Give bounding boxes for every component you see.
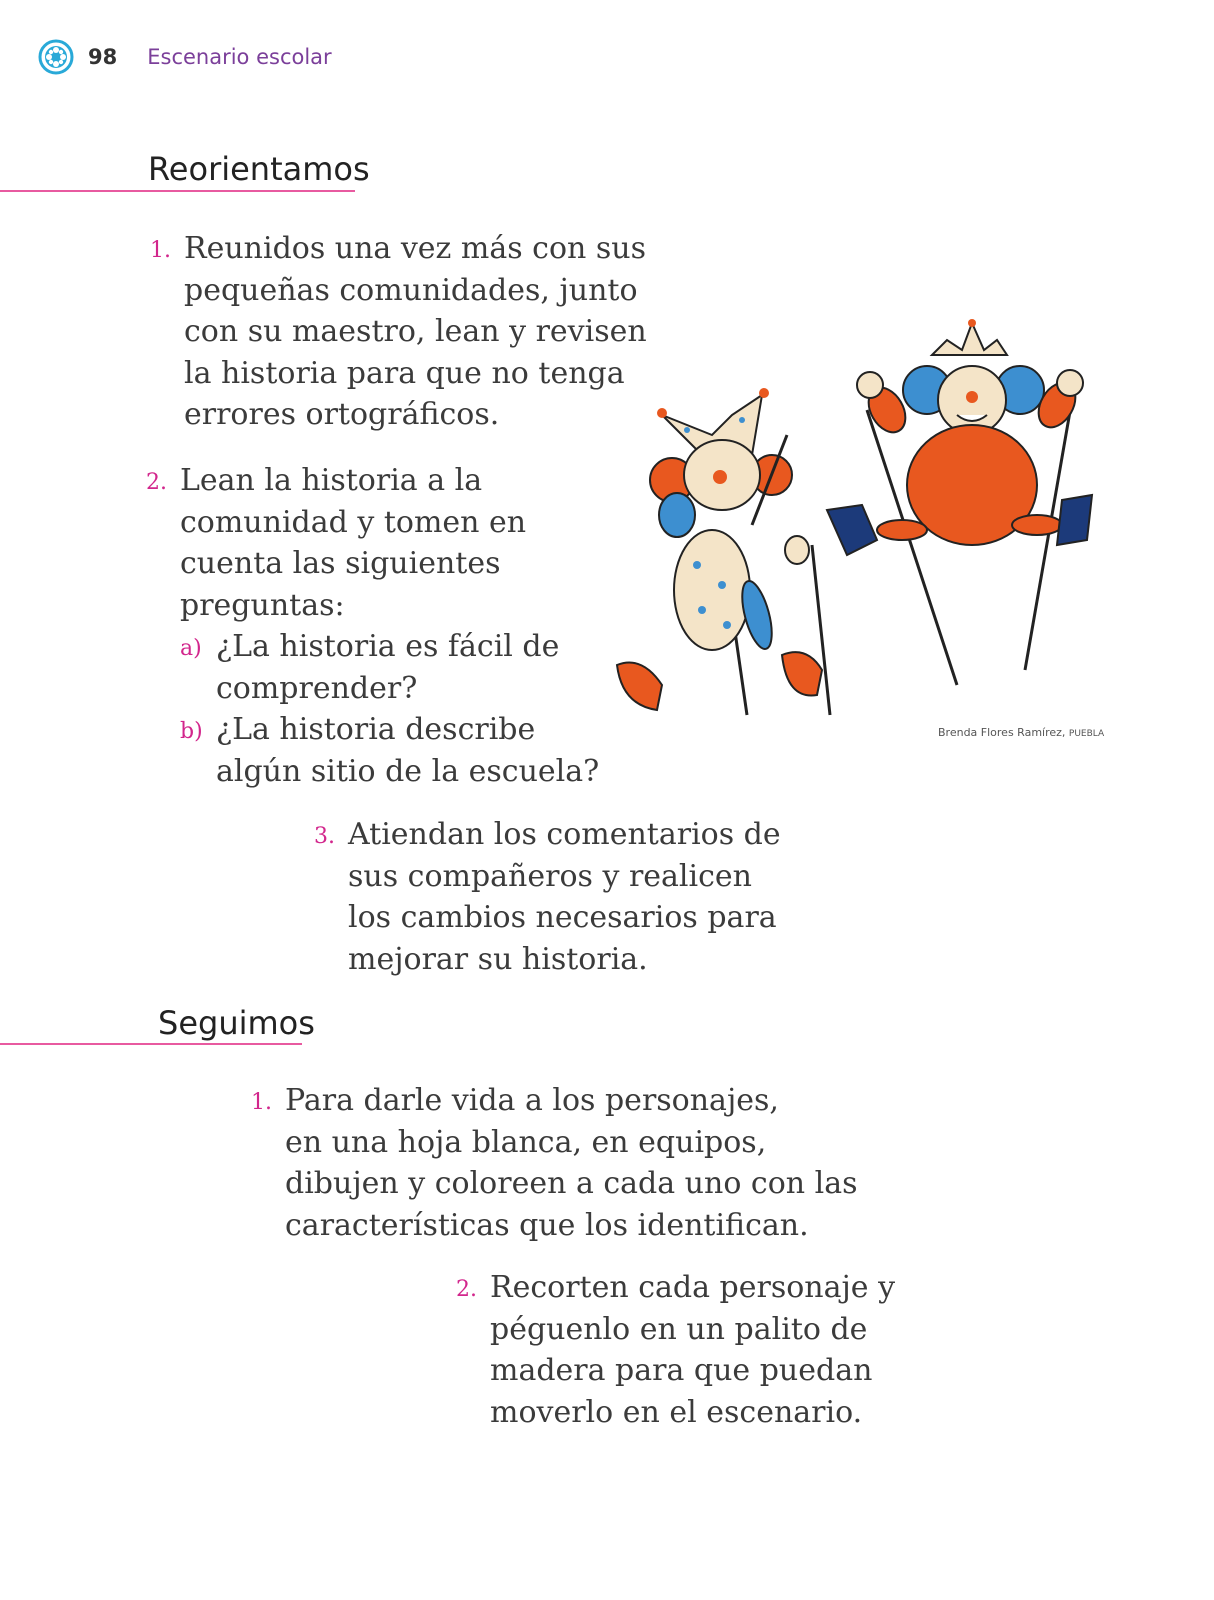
credit-author: Brenda Flores Ramírez, <box>938 726 1066 739</box>
page-number: 98 <box>88 45 118 69</box>
item-number: 2. <box>456 1277 477 1302</box>
text-line: algún sitio de la escuela? <box>216 753 600 789</box>
sub-item <box>180 626 599 709</box>
text-line: Para darle vida a los personajes, <box>285 1083 779 1118</box>
item-number: 3. <box>314 824 335 849</box>
section-title-seguimos: Seguimos <box>158 1004 315 1042</box>
sub-item-label: b) <box>180 719 203 744</box>
text-line: comunidad y tomen en <box>180 504 527 540</box>
item-number: 1. <box>251 1090 272 1115</box>
section-underline <box>0 1043 302 1045</box>
list-item <box>314 814 781 980</box>
text-line: la historia para que no tenga <box>184 355 625 391</box>
puppets-illustration <box>612 315 1112 725</box>
text-line: en una hoja blanca, en equipos, <box>285 1124 767 1160</box>
text-line: con su maestro, lean y revisen <box>184 314 647 349</box>
list-item <box>146 460 600 792</box>
text-line: Atiendan los comentarios de <box>348 817 781 852</box>
text-line: errores ortográficos. <box>184 397 500 432</box>
text-line: ¿La historia describe <box>216 712 536 747</box>
text-line: péguenlo en un palito de <box>490 1311 868 1347</box>
text-line: ¿La historia es fácil de <box>216 629 560 664</box>
flower-logo-icon <box>38 39 74 75</box>
text-line: mejorar su historia. <box>348 941 648 977</box>
text-line: preguntas: <box>180 587 345 623</box>
text-line: pequeñas comunidades, junto <box>184 272 638 308</box>
sub-item <box>180 709 599 792</box>
text-line: dibujen y coloreen a cada uno con las <box>285 1166 858 1201</box>
section-title-reorientamos: Reorientamos <box>148 150 370 188</box>
item-number: 2. <box>146 470 167 495</box>
sub-item-label: a) <box>180 636 202 661</box>
list-item <box>150 228 647 436</box>
page-header <box>38 38 332 76</box>
jester-puppet <box>617 388 830 715</box>
credit-place: PUEBLA <box>1068 729 1105 739</box>
illustration-credit <box>938 726 1104 739</box>
text-line: Reunidos una vez más con sus <box>184 231 646 266</box>
section-underline <box>0 190 355 192</box>
list-item <box>251 1080 858 1246</box>
clown-puppet <box>827 319 1092 685</box>
item-number: 1. <box>150 238 171 263</box>
text-line: características que los identifican. <box>285 1207 809 1243</box>
list-item <box>456 1267 896 1433</box>
text-line: madera para que puedan <box>490 1353 873 1388</box>
text-line: los cambios necesarios para <box>348 900 777 935</box>
text-line: Recorten cada personaje y <box>490 1270 896 1305</box>
text-line: moverlo en el escenario. <box>490 1394 863 1430</box>
text-line: Lean la historia a la <box>180 463 483 498</box>
text-line: comprender? <box>216 670 418 706</box>
section-name: Escenario escolar <box>147 45 332 69</box>
text-line: cuenta las siguientes <box>180 546 501 581</box>
text-line: sus compañeros y realicen <box>348 858 752 894</box>
